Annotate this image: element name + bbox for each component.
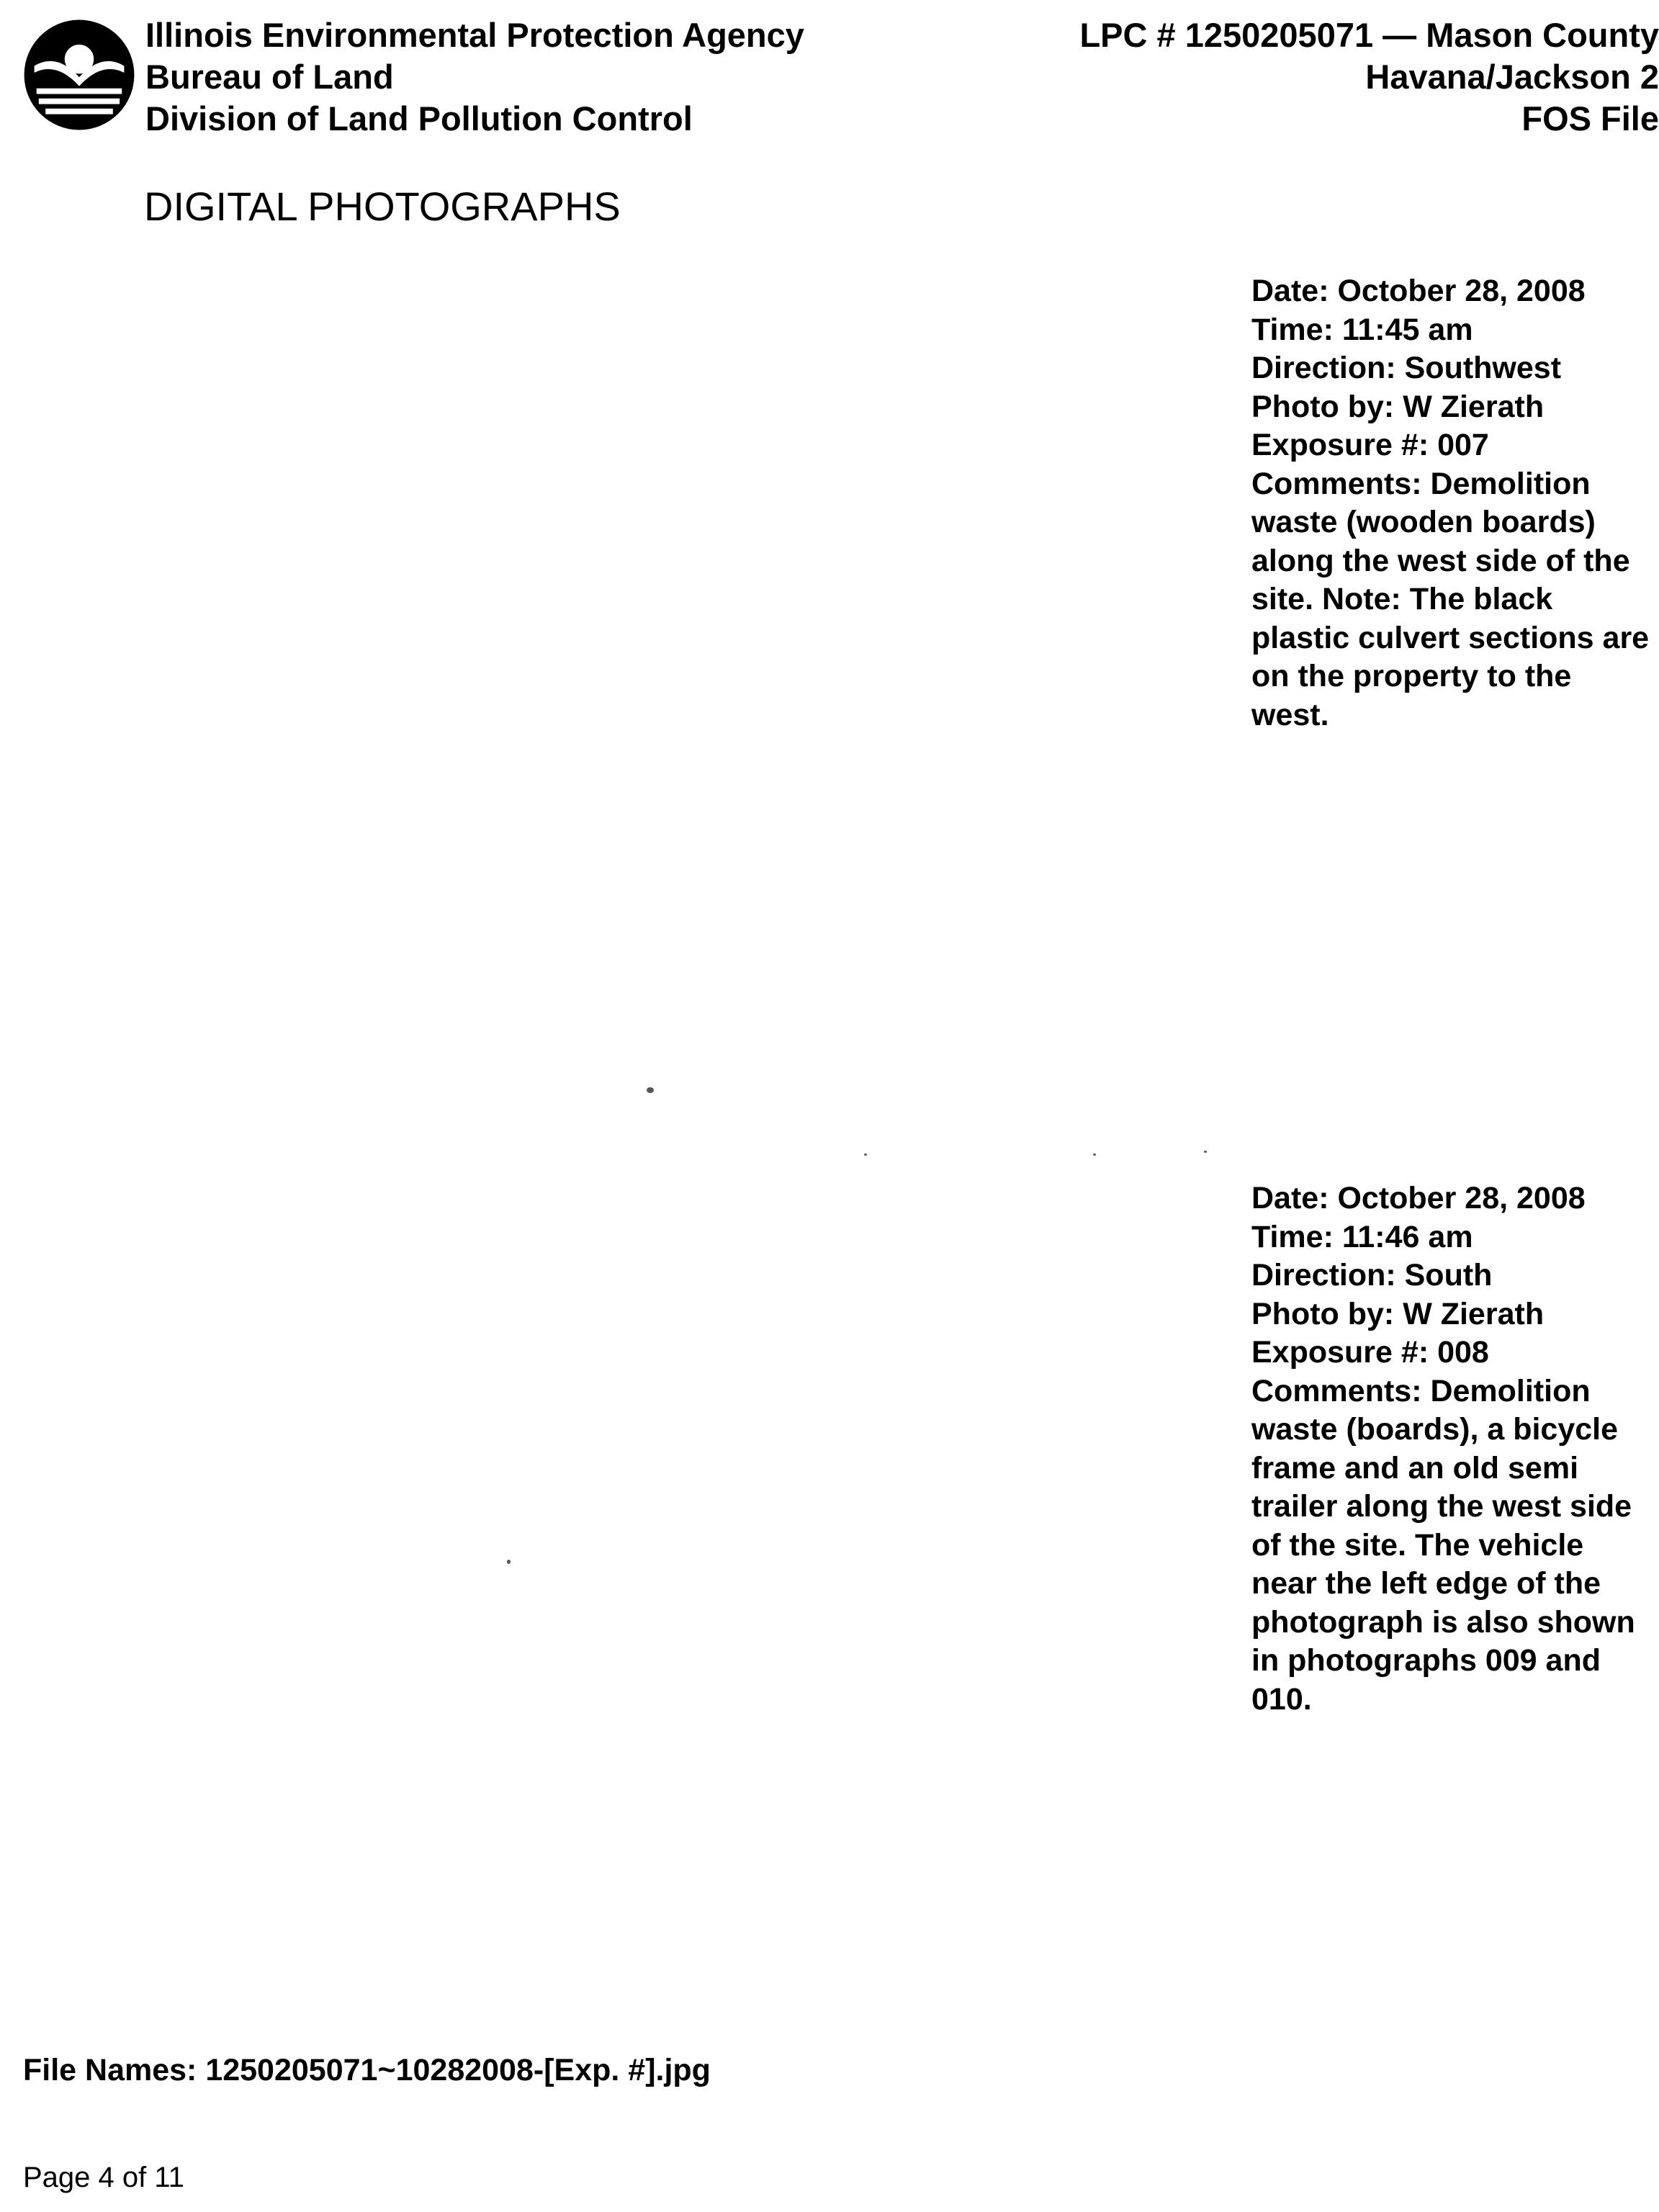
file-names: File Names: 1250205071~10282008-[Exp. #].jpg [23,2053,711,2087]
photo-exposure: Exposure #: 008 [1251,1335,1489,1370]
site-header [1079,14,1659,140]
photo-comments: Comments: Demolition waste (wooden boards) along the west side of the site. Note: The black plastic culvert sections are on the property to the west. [1251,466,1650,732]
photo-author: Photo by: W Zierath [1251,389,1545,424]
division-name: Division of Land Pollution Control [145,99,693,138]
file-type: FOS File [1521,99,1659,138]
photo-direction: Direction: South [1251,1258,1493,1292]
photo-direction: Direction: Southwest [1251,351,1562,385]
photo-exposure: Exposure #: 007 [1251,428,1489,462]
photo-comments: Comments: Demolition waste (boards), a bicycle frame and an old semi trailer along the west side of the site. The vehicle near the left edge of the photograph is also shown in photographs 009 and 010. [1251,1373,1635,1717]
photo-placeholder-007 [144,274,1224,1123]
photo-date: Date: October 28, 2008 [1251,274,1586,308]
bureau-name: Bureau of Land [145,58,394,96]
agency-header [145,14,804,140]
agency-name: Illinois Environmental Protection Agency [145,16,804,54]
illinois-epa-logo-icon [23,19,135,131]
site-name: Havana/Jackson 2 [1365,58,1659,96]
photo-caption-008 [1251,1179,1655,1719]
photo-author: Photo by: W Zierath [1251,1296,1545,1331]
photo-time: Time: 11:46 am [1251,1219,1473,1254]
page-title: DIGITAL PHOTOGRAPHS [144,184,621,229]
page-number: Page 4 of 11 [23,2162,184,2193]
photo-placeholder-008 [144,1181,1224,2016]
photo-caption-007 [1251,272,1655,734]
photo-time: Time: 11:45 am [1251,312,1473,347]
lpc-number: LPC # 1250205071 — Mason County [1079,16,1659,54]
photo-date: Date: October 28, 2008 [1251,1181,1586,1215]
